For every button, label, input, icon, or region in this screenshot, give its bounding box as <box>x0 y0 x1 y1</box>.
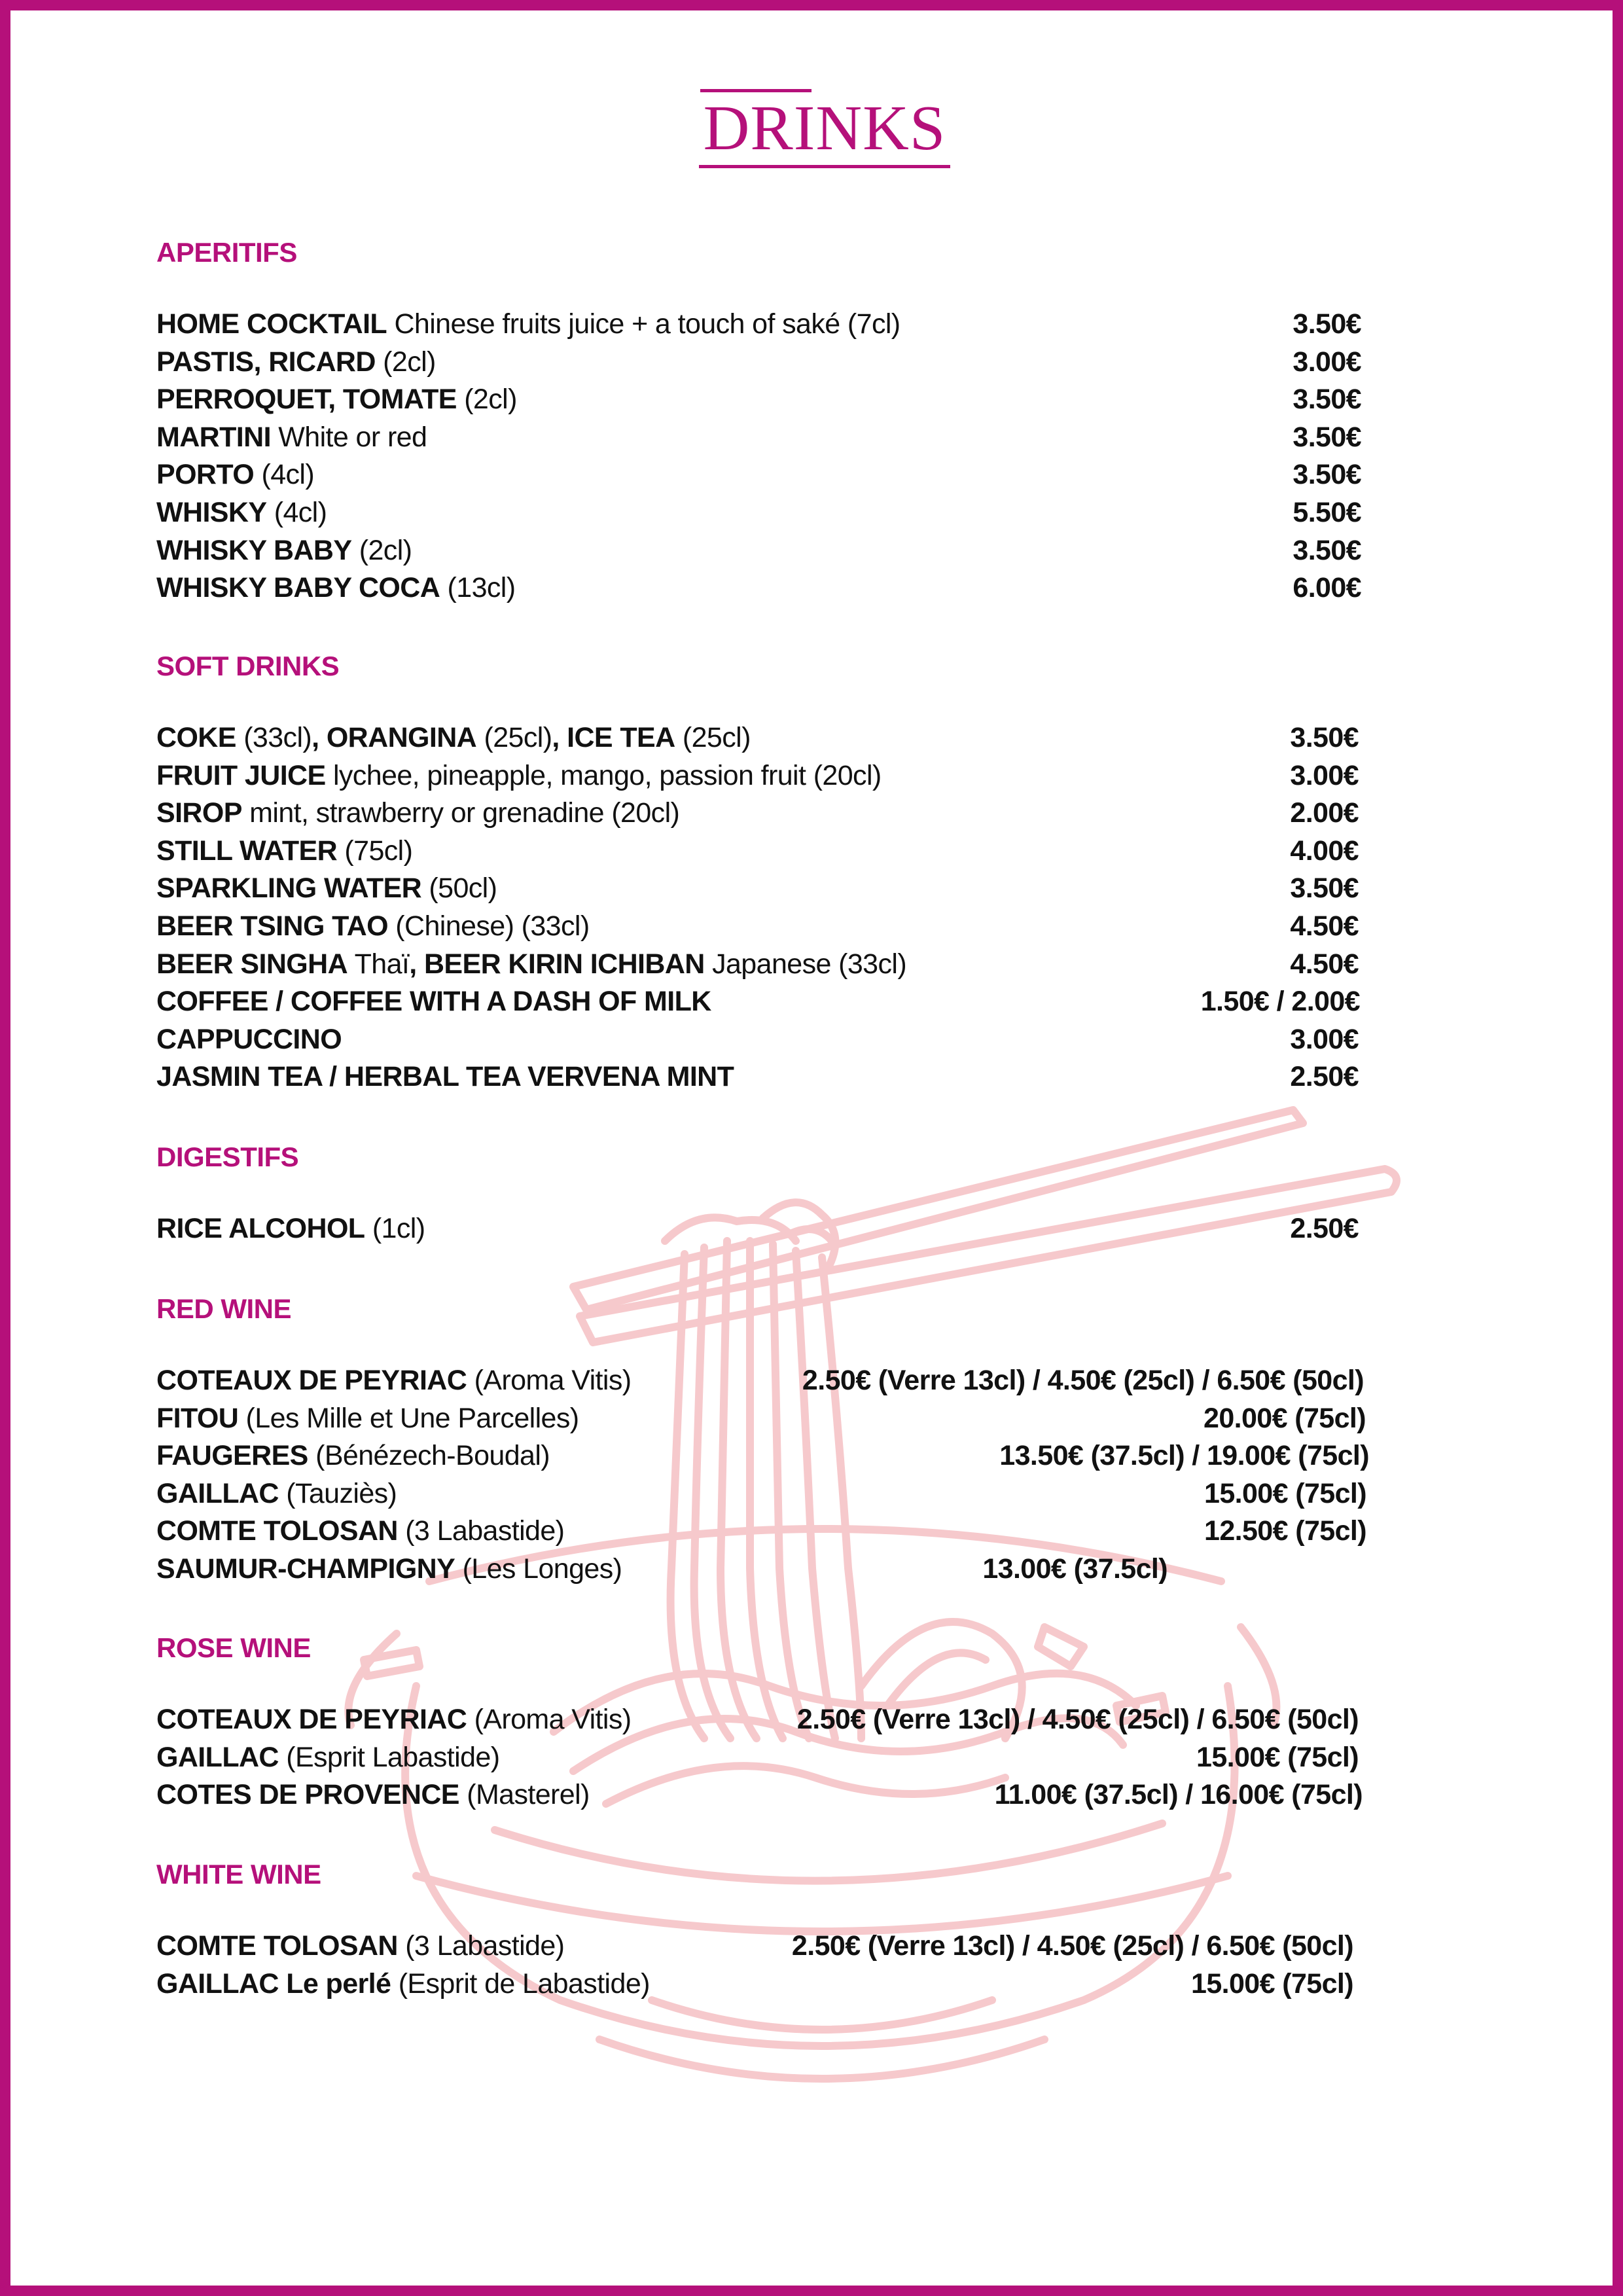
item-detail: (33cl) <box>236 722 312 753</box>
item-title: COTES DE PROVENCE <box>156 1779 459 1811</box>
item-detail: (13cl) <box>440 572 516 604</box>
item-name <box>156 907 590 945</box>
item-detail: Chinese fruits juice + a touch of saké (7cl) <box>387 308 901 340</box>
item-name <box>156 343 436 381</box>
item-name <box>156 1512 564 1550</box>
item-price: 3.00€ <box>1290 759 1359 791</box>
item-detail: (4cl) <box>254 459 315 491</box>
item-name <box>156 719 751 757</box>
item-title: BEER TSING TAO <box>156 910 388 942</box>
page-title: DRINKS <box>703 93 946 164</box>
item-title: STILL WATER <box>156 834 338 867</box>
item-title: CAPPUCCINO <box>156 1023 342 1055</box>
item-title: , BEER KIRIN ICHIBAN <box>409 948 705 980</box>
item-detail: (Masterel) <box>459 1779 590 1811</box>
item-title: MARTINI <box>156 421 271 453</box>
item-detail: (75cl) <box>337 834 413 867</box>
item-title: GAILLAC <box>156 1477 279 1509</box>
item-detail: (Esprit Labastide) <box>278 1741 500 1773</box>
item-price: 20.00€ (75cl) <box>1204 1402 1366 1434</box>
item-price: 2.50€ (Verre 13cl) / 4.50€ (25cl) / 6.50€ (50cl) <box>802 1365 1364 1396</box>
menu-item <box>156 343 1374 381</box>
item-name <box>156 1020 342 1058</box>
menu-item <box>156 1550 1374 1588</box>
item-price: 3.50€ <box>1293 421 1361 453</box>
item-name <box>156 1210 425 1247</box>
item-name <box>156 1776 590 1814</box>
item-name <box>156 531 412 569</box>
item-title: FRUIT JUICE <box>156 759 326 791</box>
item-detail: Thaï <box>348 948 410 980</box>
item-title: COKE <box>156 722 236 753</box>
item-detail: lychee, pineapple, mango, passion fruit (20cl) <box>325 759 882 791</box>
item-title: COTEAUX DE PEYRIAC <box>156 1365 467 1396</box>
item-name <box>156 1475 397 1513</box>
item-price: 3.50€ <box>1293 534 1361 566</box>
item-name <box>156 982 711 1020</box>
item-detail: (Tauziès) <box>278 1477 397 1509</box>
item-name <box>156 569 515 607</box>
item-title: COMTE TOLOSAN <box>156 1515 398 1547</box>
menu-item <box>156 869 1374 907</box>
item-title: , ORANGINA <box>312 722 477 753</box>
item-price: 15.00€ (75cl) <box>1204 1477 1366 1509</box>
item-name <box>156 1738 499 1776</box>
item-name <box>156 380 517 418</box>
section-heading-aperitifs: APERITIFS <box>156 237 297 268</box>
item-price: 15.00€ (75cl) <box>1196 1741 1359 1773</box>
item-detail: (4cl) <box>266 497 327 528</box>
item-title: PERROQUET, TOMATE <box>156 384 457 416</box>
item-price: 3.50€ <box>1290 872 1359 905</box>
item-name <box>156 418 427 456</box>
item-detail: (Les Longes) <box>455 1553 622 1585</box>
item-title: FAUGERES <box>156 1440 308 1472</box>
menu-item <box>156 832 1374 870</box>
item-price: 5.50€ <box>1293 497 1361 528</box>
item-name <box>156 1700 631 1738</box>
menu-item <box>156 982 1374 1020</box>
menu-item <box>156 1058 1374 1096</box>
item-name <box>156 1399 579 1437</box>
item-name <box>156 794 679 832</box>
item-price: 2.50€ (Verre 13cl) / 4.50€ (25cl) / 6.50€ (50cl) <box>796 1704 1359 1735</box>
item-detail: (25cl) <box>476 722 552 753</box>
item-name <box>156 832 412 870</box>
item-name <box>156 1437 550 1475</box>
menu-item <box>156 456 1374 493</box>
item-name <box>156 1058 734 1096</box>
menu-item <box>156 305 1374 343</box>
item-price: 12.50€ (75cl) <box>1204 1515 1366 1547</box>
menu-item <box>156 1738 1374 1776</box>
item-price: 2.50€ (Verre 13cl) / 4.50€ (25cl) / 6.50€ (50cl) <box>791 1930 1353 1962</box>
item-title: PASTIS, RICARD <box>156 346 376 378</box>
menu-item <box>156 569 1374 607</box>
menu-item <box>156 531 1374 569</box>
item-detail: (3 Labastide) <box>397 1515 565 1547</box>
item-title: SIROP <box>156 797 242 829</box>
item-detail: (2cl) <box>351 534 412 566</box>
item-name <box>156 305 901 343</box>
item-title: COMTE TOLOSAN <box>156 1930 398 1962</box>
item-price: 2.50€ <box>1290 1213 1359 1244</box>
menu-item <box>156 1776 1374 1814</box>
item-price: 2.50€ <box>1290 1061 1359 1093</box>
item-name <box>156 1361 631 1399</box>
item-price: 4.50€ <box>1290 910 1359 942</box>
item-price: 1.50€ / 2.00€ <box>1200 986 1360 1018</box>
item-detail: (Aroma Vitis) <box>467 1704 632 1735</box>
item-detail: Japanese (33cl) <box>704 948 907 980</box>
item-price: 3.50€ <box>1293 384 1361 416</box>
item-price: 13.00€ (37.5cl) <box>982 1553 1168 1585</box>
menu-item <box>156 1020 1374 1058</box>
item-price: 3.50€ <box>1290 722 1359 753</box>
section-heading-rose-wine: ROSE WINE <box>156 1632 311 1663</box>
item-detail: (50cl) <box>421 872 497 905</box>
item-title: WHISKY <box>156 497 267 528</box>
section-heading-soft-drinks: SOFT DRINKS <box>156 651 340 681</box>
item-title: JASMIN TEA / HERBAL TEA VERVENA MINT <box>156 1061 734 1093</box>
item-detail: (2cl) <box>456 384 517 416</box>
item-detail: (25cl) <box>675 722 751 753</box>
item-detail: (Les Mille et Une Parcelles) <box>238 1402 579 1434</box>
menu-item <box>156 418 1374 456</box>
item-title: , ICE TEA <box>552 722 675 753</box>
item-title: HOME COCKTAIL <box>156 308 387 340</box>
item-title: SPARKLING WATER <box>156 872 422 905</box>
menu-item <box>156 794 1374 832</box>
menu-item <box>156 1437 1374 1475</box>
menu-item <box>156 380 1374 418</box>
item-price: 4.00€ <box>1290 834 1359 867</box>
menu-item <box>156 1210 1374 1247</box>
item-detail: mint, strawberry or grenadine (20cl) <box>241 797 680 829</box>
item-title: BEER SINGHA <box>156 948 348 980</box>
menu-item <box>156 1700 1374 1738</box>
item-title: PORTO <box>156 459 255 491</box>
item-name <box>156 945 906 983</box>
menu-item <box>156 719 1374 757</box>
item-detail: (Chinese) (33cl) <box>387 910 590 942</box>
item-name <box>156 493 327 531</box>
menu-item <box>156 493 1374 531</box>
menu-item <box>156 1399 1374 1437</box>
item-title: COFFEE / COFFEE WITH A DASH OF MILK <box>156 986 711 1018</box>
item-price: 15.00€ (75cl) <box>1191 1967 1353 2000</box>
item-price: 6.00€ <box>1293 572 1361 604</box>
item-title: WHISKY BABY COCA <box>156 572 440 604</box>
item-name <box>156 1927 564 1965</box>
menu-item <box>156 1361 1374 1399</box>
item-price: 11.00€ (37.5cl) / 16.00€ (75cl) <box>994 1779 1363 1811</box>
item-detail: (2cl) <box>375 346 436 378</box>
item-price: 4.50€ <box>1290 948 1359 980</box>
item-title: FITOU <box>156 1402 239 1434</box>
item-name <box>156 1550 622 1588</box>
menu-item <box>156 1475 1374 1513</box>
item-price: 3.00€ <box>1293 346 1361 378</box>
item-name <box>156 456 314 493</box>
item-price: 3.00€ <box>1290 1023 1359 1055</box>
section-heading-digestifs: DIGESTIFS <box>156 1141 299 1172</box>
menu-item <box>156 907 1374 945</box>
item-price: 3.50€ <box>1293 308 1361 340</box>
item-detail: (Bénézech-Boudal) <box>308 1440 550 1472</box>
item-title: RICE ALCOHOL <box>156 1213 365 1244</box>
section-heading-red-wine: RED WINE <box>156 1293 291 1324</box>
item-name <box>156 757 882 795</box>
item-price: 3.50€ <box>1293 459 1361 491</box>
item-price: 2.00€ <box>1290 797 1359 829</box>
menu-item <box>156 757 1374 795</box>
menu-item <box>156 945 1374 983</box>
item-detail: White or red <box>270 421 427 453</box>
item-price: 13.50€ (37.5cl) / 19.00€ (75cl) <box>999 1440 1369 1472</box>
menu-item <box>156 1512 1374 1550</box>
item-detail: (1cl) <box>365 1213 425 1244</box>
item-name <box>156 1965 650 2003</box>
item-title: GAILLAC <box>156 1741 279 1773</box>
item-title: WHISKY BABY <box>156 534 352 566</box>
menu-item <box>156 1965 1374 2003</box>
item-title: COTEAUX DE PEYRIAC <box>156 1704 467 1735</box>
item-title: GAILLAC Le perlé <box>156 1967 391 2000</box>
menu-item <box>156 1927 1374 1965</box>
menu-list <box>156 10 1374 2296</box>
item-detail: (Aroma Vitis) <box>467 1365 632 1396</box>
section-heading-white-wine: WHITE WINE <box>156 1859 321 1890</box>
item-name <box>156 869 497 907</box>
item-detail: (3 Labastide) <box>397 1930 565 1962</box>
item-detail: (Esprit de Labastide) <box>391 1967 650 2000</box>
item-title: SAUMUR-CHAMPIGNY <box>156 1553 455 1585</box>
